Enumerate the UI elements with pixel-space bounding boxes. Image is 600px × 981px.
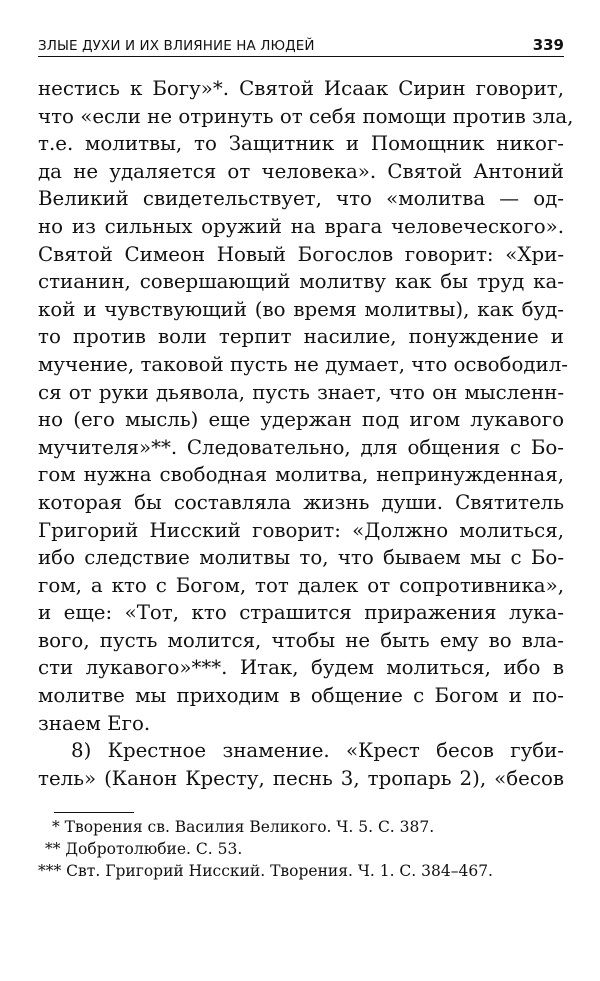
text-line: кой и чувствующий (во время молитвы), как буд- (38, 297, 564, 321)
text-line: Святой Симеон Новый Богослов говорит: «Хри- (38, 242, 564, 266)
text-line: т.е. молитвы, то Защитник и Помощник никог- (38, 132, 564, 156)
text-line: которая бы составляла жизнь души. Святитель (38, 490, 564, 514)
text-line: да не удаляется от человека». Святой Антоний (38, 159, 564, 183)
text-line: что «если не отринуть от себя помощи против зла, (38, 104, 574, 128)
text-line: мучителя»**. Следовательно, для общения с Бо- (38, 435, 564, 459)
text-line: молитве мы приходим в общение с Богом и по- (38, 684, 564, 708)
footnote-3: *** Свт. Григорий Нисский. Творения. Ч. 1. С. 384–467. (38, 861, 493, 880)
text-line: гом, а кто с Богом, тот далек от сопротивника», (38, 573, 564, 597)
text-line: сти лукавого»***. Итак, будем молиться, ибо в (38, 656, 564, 680)
footnotes (38, 817, 564, 882)
paragraph-first-line: 8) Крестное знамение. «Крест бесов губи- (71, 739, 564, 763)
text-line: ся от руки дьявола, пусть знает, что он мысленн- (38, 380, 564, 404)
body-text (38, 75, 574, 792)
text-line: вого, пусть молится, чтобы не быть ему во вла- (38, 628, 564, 652)
book-page (38, 30, 574, 882)
footnote-divider (54, 812, 134, 813)
text-line: знаем Его. (38, 711, 151, 735)
text-line: ибо следствие молитвы то, что бываем мы с Бо- (38, 546, 564, 570)
text-line: мучение, таковой пусть не думает, что освободил- (38, 352, 568, 376)
page-number: 339 (532, 36, 564, 54)
text-line: Великий свидетельствует, что «молитва — од- (38, 187, 564, 211)
text-line: гом нужна свободная молитва, непринужденная, (38, 463, 564, 487)
text-line: и еще: «Тот, кто страшится приражения лука- (38, 601, 564, 625)
running-header (38, 30, 564, 57)
text-line: но (его мысль) еще удержан под игом лукавого (38, 408, 564, 432)
text-line: нестись к Богу»*. Святой Исаак Сирин говорит, (38, 77, 564, 100)
text-line: то против воли терпит насилие, понуждение и (38, 325, 564, 349)
footnote-1: * Творения св. Василия Великого. Ч. 5. С. 387. (52, 818, 435, 837)
text-line: Григорий Нисский говорит: «Должно молиться, (38, 518, 564, 542)
text-line: стианин, совершающий молитву как бы труд ка- (38, 270, 564, 294)
text-line: но из сильных оружий на врага человеческого». (38, 214, 564, 238)
footnote-2: ** Добротолюбие. С. 53. (45, 840, 243, 859)
running-title: ЗЛЫЕ ДУХИ И ИХ ВЛИЯНИЕ НА ЛЮДЕЙ (38, 38, 315, 54)
text-line: тель» (Канон Кресту, песнь 3, тропарь 2), «бесов (38, 766, 564, 790)
